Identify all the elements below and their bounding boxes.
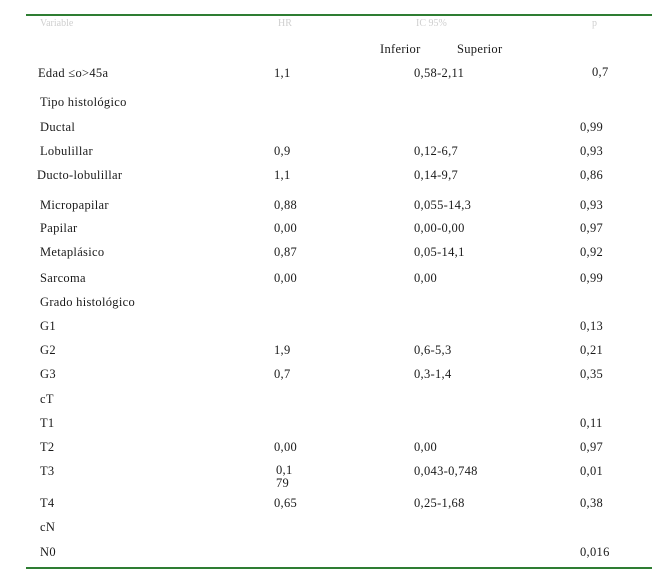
row-p-value: 0,93 [580,198,604,212]
table-bottom-rule [26,567,652,569]
row-ic-value: 0,00 [414,271,438,285]
ic-lower-label: Inferior [380,42,421,56]
table-row [0,168,661,188]
table-row [0,416,661,436]
row-ic-value: 0,00-0,00 [414,221,465,235]
table-row [0,496,661,516]
table-row [0,520,661,540]
table-row [0,120,661,140]
table-row [0,319,661,339]
row-p-value: 0,92 [580,245,604,259]
row-p-value: 0,01 [580,464,604,478]
row-label: Sarcoma [40,271,86,285]
row-label: Ducto-lobulillar [37,168,123,182]
row-p-value: 0,11 [580,416,603,430]
row-or-value: 1,1 [274,66,291,80]
row-label: Ductal [40,120,76,134]
row-ic-value: 0,6-5,3 [414,343,452,357]
row-label: T3 [40,464,55,478]
table-row [0,221,661,241]
row-label: G1 [40,319,56,333]
row-ic-value: 0,25-1,68 [414,496,465,510]
row-ic-value: 0,043-0,748 [414,464,478,478]
row-label: N0 [40,545,56,559]
row-label: Edad ≤o>45a [38,66,109,80]
header-or: HR [278,18,292,29]
row-or-value: 0,179 [276,463,293,490]
table-row [0,198,661,218]
row-ic-value: 0,58-2,11 [414,66,465,80]
row-label: Papilar [40,221,78,235]
row-ic-value: 0,12-6,7 [414,144,459,158]
table-row [0,545,661,565]
table-row [0,392,661,412]
header-variable: Variable [40,18,74,29]
row-ic-value: 0,05-14,1 [414,245,465,259]
row-or-value: 0,88 [274,198,298,212]
row-label: G3 [40,367,56,381]
row-p-value: 0,86 [580,168,604,182]
row-p-value: 0,38 [580,496,604,510]
row-p-value: 0,13 [580,319,604,333]
table-row [0,463,661,490]
row-or-value: 0,7 [274,367,291,381]
row-label: Lobulillar [40,144,93,158]
table-row [0,343,661,363]
row-p-value: 0,35 [580,367,604,381]
row-p-value: 0,21 [580,343,604,357]
table-row [0,95,661,115]
table-row [0,440,661,460]
row-p-value: 0,7 [592,65,609,79]
row-p-value: 0,99 [580,271,604,285]
table-row [0,367,661,387]
row-or-value: 1,1 [274,168,291,182]
table-row [0,144,661,164]
table-row [0,271,661,291]
row-ic-value: 0,14-9,7 [414,168,459,182]
table-row [0,245,661,265]
row-label: Micropapilar [40,198,109,212]
row-label: Grado histológico [40,295,136,309]
row-or-value: 0,00 [274,271,298,285]
row-or-value: 0,65 [274,496,298,510]
row-label: T4 [40,496,55,510]
row-p-value: 0,97 [580,221,604,235]
row-label: G2 [40,343,56,357]
row-p-value: 0,97 [580,440,604,454]
table-row [0,66,661,86]
table-top-rule [26,14,652,16]
row-ic-value: 0,3-1,4 [414,367,452,381]
header-ic: IC 95% [416,18,447,29]
row-label: Tipo histológico [40,95,127,109]
header-p: p [592,18,597,29]
row-ic-value: 0,00 [414,440,438,454]
ic-upper-label: Superior [457,42,503,56]
row-label: T1 [40,416,55,430]
row-or-value: 0,00 [274,440,298,454]
row-label: cN [40,520,56,534]
table-row [0,295,661,315]
row-or-value: 1,9 [274,343,291,357]
row-or-value: 0,87 [274,245,298,259]
row-label: T2 [40,440,55,454]
row-p-value: 0,99 [580,120,604,134]
row-label: cT [40,392,54,406]
row-p-value: 0,016 [580,545,610,559]
row-p-value: 0,93 [580,144,604,158]
row-or-value: 0,9 [274,144,291,158]
row-label: Metaplásico [40,245,105,259]
row-or-value: 0,00 [274,221,298,235]
row-ic-value: 0,055-14,3 [414,198,472,212]
